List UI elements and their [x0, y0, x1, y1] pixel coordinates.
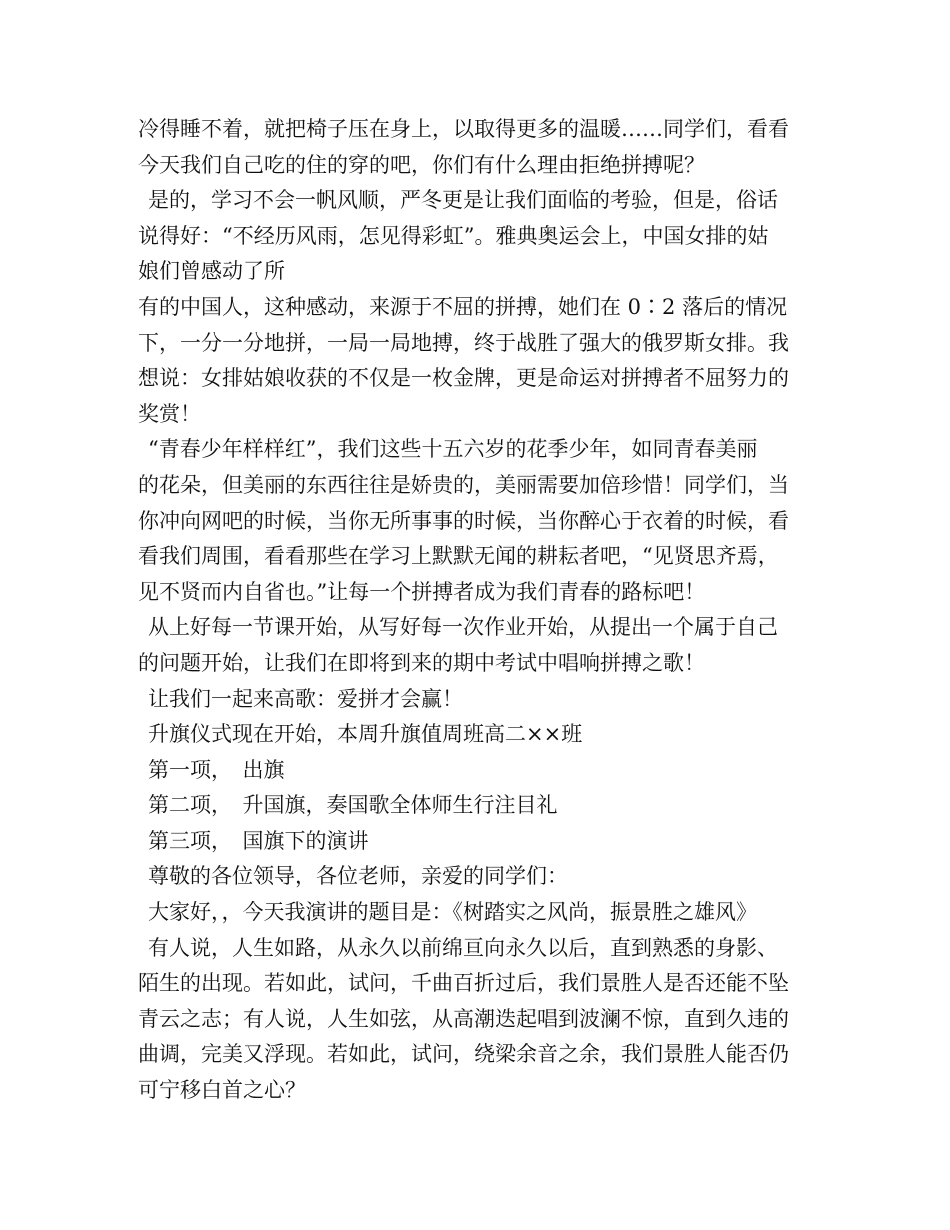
body-text	[138, 112, 818, 1109]
text-line: “青春少年样样红”，我们这些十五六岁的花季少年，如同青春美丽	[148, 437, 758, 462]
text-line: 有的中国人，这种感动，来源于不屈的拼搏，她们在 0∶2 落后的情况	[138, 294, 788, 319]
text-line: 有人说，人生如路，从永久以前绵亘向永久以后，直到熟悉的身影、	[148, 935, 778, 960]
text-line: 大家好，，今天我演讲的题目是：《树踏实之风尚，振景胜之雄风》	[148, 900, 757, 925]
text-line: 说得好：“不经历风雨，怎见得彩虹”。雅典奥运会上，中国女排的姑	[138, 223, 769, 248]
text-line: 升旗仪式现在开始，本周升旗值周班高二××班	[148, 722, 583, 747]
text-line: 今天我们自己吃的住的穿的吧，你们有什么理由拒绝拼搏呢？	[138, 152, 705, 177]
text-line: 娘们曾感动了所	[138, 259, 285, 284]
text-line: 你冲向网吧的时候，当你无所事事的时候，当你醉心于衣着的时候，看	[138, 508, 789, 533]
text-line: 是的，学习不会一帆风顺，严冬更是让我们面临的考验，但是，俗话	[148, 188, 778, 213]
text-line: 曲调，完美又浮现。若如此，试问，绕梁余音之余，我们景胜人能否仍	[138, 1042, 789, 1067]
text-line: 的花朵，但美丽的东西往往是娇贵的，美丽需要加倍珍惜！同学们，当	[138, 472, 789, 497]
text-line: 想说：女排姑娘收获的不仅是一枚金牌，更是命运对拼搏者不屈努力的	[138, 366, 789, 391]
text-line: 下，一分一分地拼，一局一局地搏，终于战胜了强大的俄罗斯女排。我	[138, 330, 789, 355]
text-line: 尊敬的各位领导，各位老师，亲爱的同学们：	[148, 864, 568, 889]
text-line: 第二项， 升国旗，奏国歌全体师生行注目礼	[148, 793, 558, 818]
text-line: 从上好每一节课开始，从写好每一次作业开始，从提出一个属于自己	[148, 615, 778, 640]
text-line: 让我们一起来高歌：爱拼才会赢！	[148, 686, 463, 711]
text-line: 陌生的出现。若如此，试问，千曲百折过后，我们景胜人是否还能不坠	[138, 971, 789, 996]
text-line: 冷得睡不着，就把椅子压在身上，以取得更多的温暖……同学们，看看	[138, 117, 789, 141]
text-line: 看我们周围，看看那些在学习上默默无闻的耕耘者吧，“见贤思齐焉，	[138, 544, 779, 569]
text-line: 可宁移白首之心？	[138, 1078, 306, 1103]
text-line: 青云之志；有人说，人生如弦，从高潮迭起唱到波澜不惊，直到久违的	[138, 1006, 789, 1031]
text-line: 见不贤而内自省也。”让每一个拼搏者成为我们青春的路标吧！	[138, 579, 706, 604]
text-line: 的问题开始，让我们在即将到来的期中考试中唱响拼搏之歌！	[138, 650, 705, 675]
text-line: 第三项， 国旗下的演讲	[148, 828, 369, 853]
text-line: 奖赏！	[138, 401, 201, 426]
text-line: 第一项， 出旗	[148, 757, 285, 782]
